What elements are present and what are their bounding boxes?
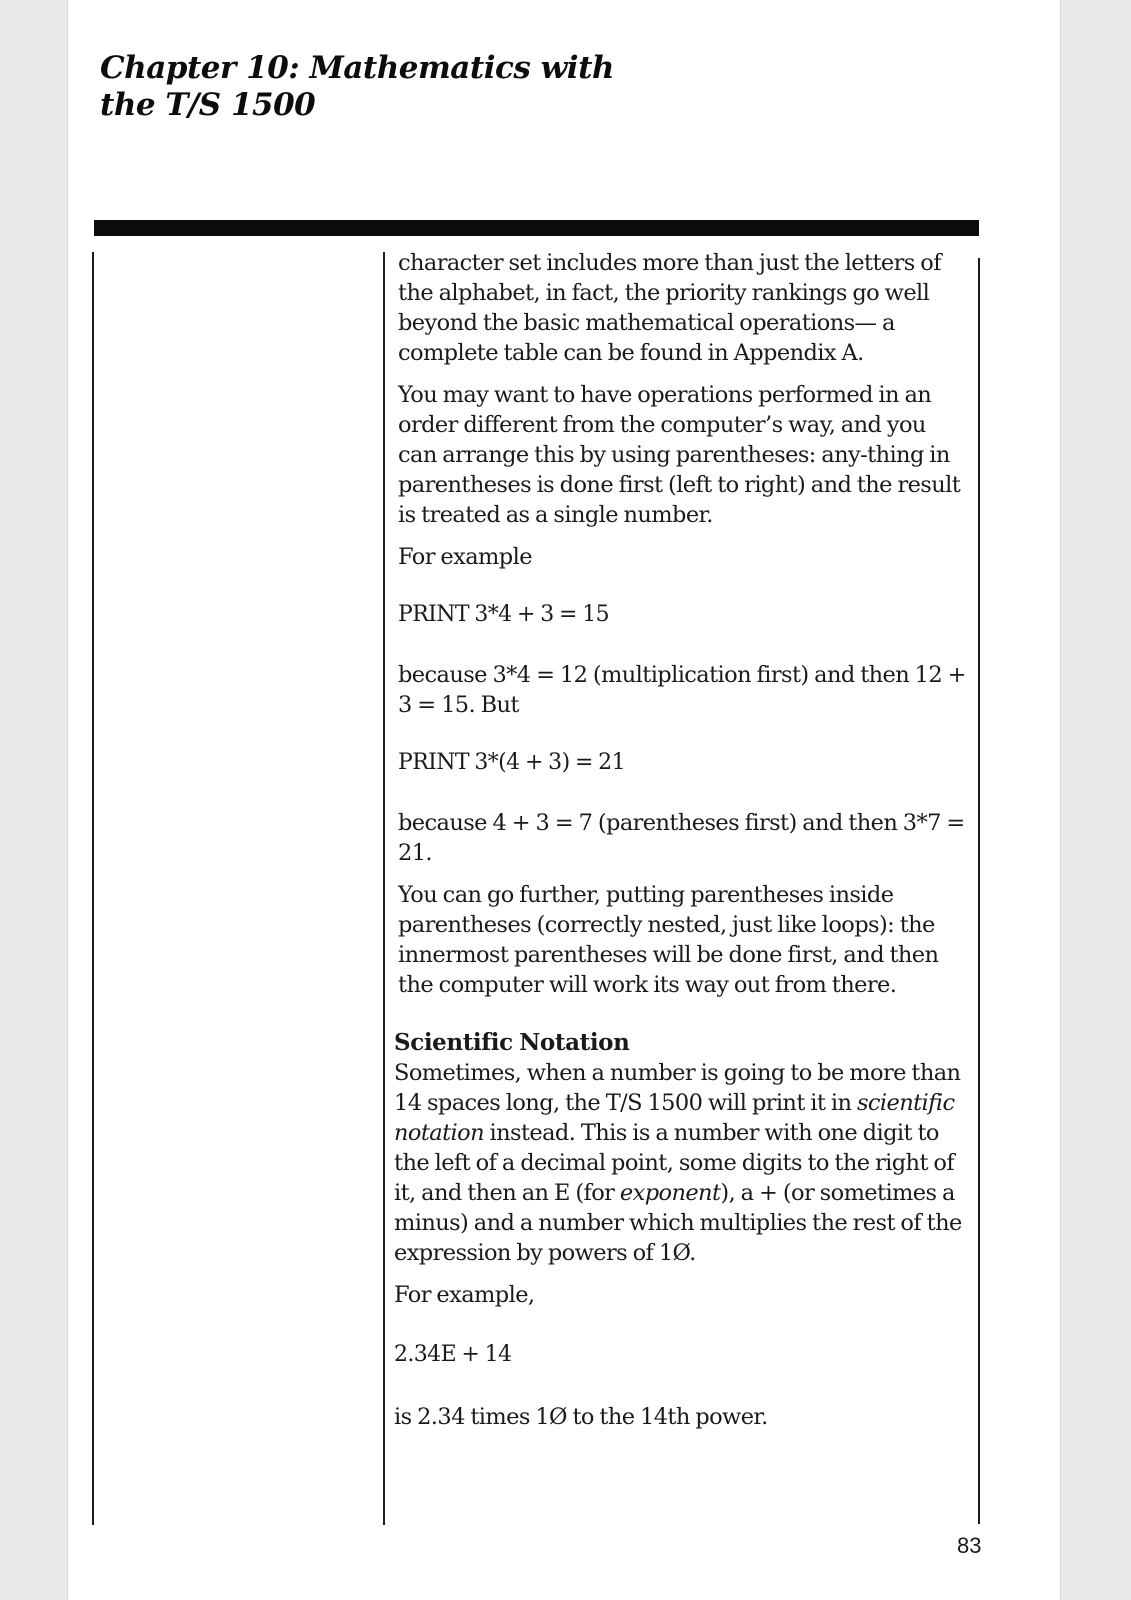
paragraph-for-example-2: For example, [394, 1282, 535, 1308]
page-number: 83 [957, 1533, 982, 1558]
paragraph-explanation-2: because 4 + 3 = 7 (parentheses first) and then 3*7 = 21. [398, 810, 965, 866]
paragraph-explanation-1: because 3*4 = 12 (multiplication first) and then 12 + 3 = 15. But [398, 662, 966, 718]
code-example-1: PRINT 3*4 + 3 = 15 [398, 602, 609, 627]
scientific-text-c: ), a + (or sometimes a minus) and a number which multiplies the rest of the expression by powers of 1Ø. [394, 1180, 962, 1266]
section-heading: Scientific Notation [394, 1029, 630, 1056]
paragraph-nesting: You can go further, putting parentheses inside parentheses (correctly nested, just like loops): the innermost parentheses will be done first, and then the computer will work its way out from there. [398, 882, 939, 998]
exponent-term: exponent [619, 1180, 721, 1206]
chapter-title [100, 50, 614, 124]
column-divider-line [383, 252, 385, 1525]
scientific-text-b: instead. This is a number with one digit to the left of a decimal point, some digits to the right of it, and then an E (for [394, 1120, 955, 1206]
scientific-notation-term: scientific notation [394, 1090, 955, 1146]
body-text-column [394, 248, 968, 1444]
code-example-2: PRINT 3*(4 + 3) = 21 [398, 750, 625, 775]
right-margin-line [978, 258, 980, 1524]
paragraph-for-example: For example [398, 544, 532, 570]
chapter-title-line-2: the T/S 1500 [100, 87, 316, 123]
header-rule [94, 220, 979, 236]
paragraph-character-set: character set includes more than just the letters of the alphabet, in fact, the priority rankings go well beyond the basic mathematical operations— a complete table can be found in Appendix A. [398, 250, 941, 366]
chapter-title-line-1: Chapter 10: Mathematics with [100, 50, 614, 86]
code-example-3: 2.34E + 14 [394, 1342, 512, 1367]
paragraph-scientific-notation [394, 1058, 968, 1268]
paragraph-parentheses: You may want to have operations performed in an order different from the computer’s way, and you can arrange this by using parentheses: any-thing in parentheses is done first (left to right) and the result is treated as a single number. [398, 382, 961, 528]
scientific-text-a: Sometimes, when a number is going to be more than 14 spaces long, the T/S 1500 will print it in [394, 1060, 961, 1116]
left-margin-line [92, 252, 94, 1525]
paragraph-final: is 2.34 times 1Ø to the 14th power. [394, 1404, 768, 1430]
